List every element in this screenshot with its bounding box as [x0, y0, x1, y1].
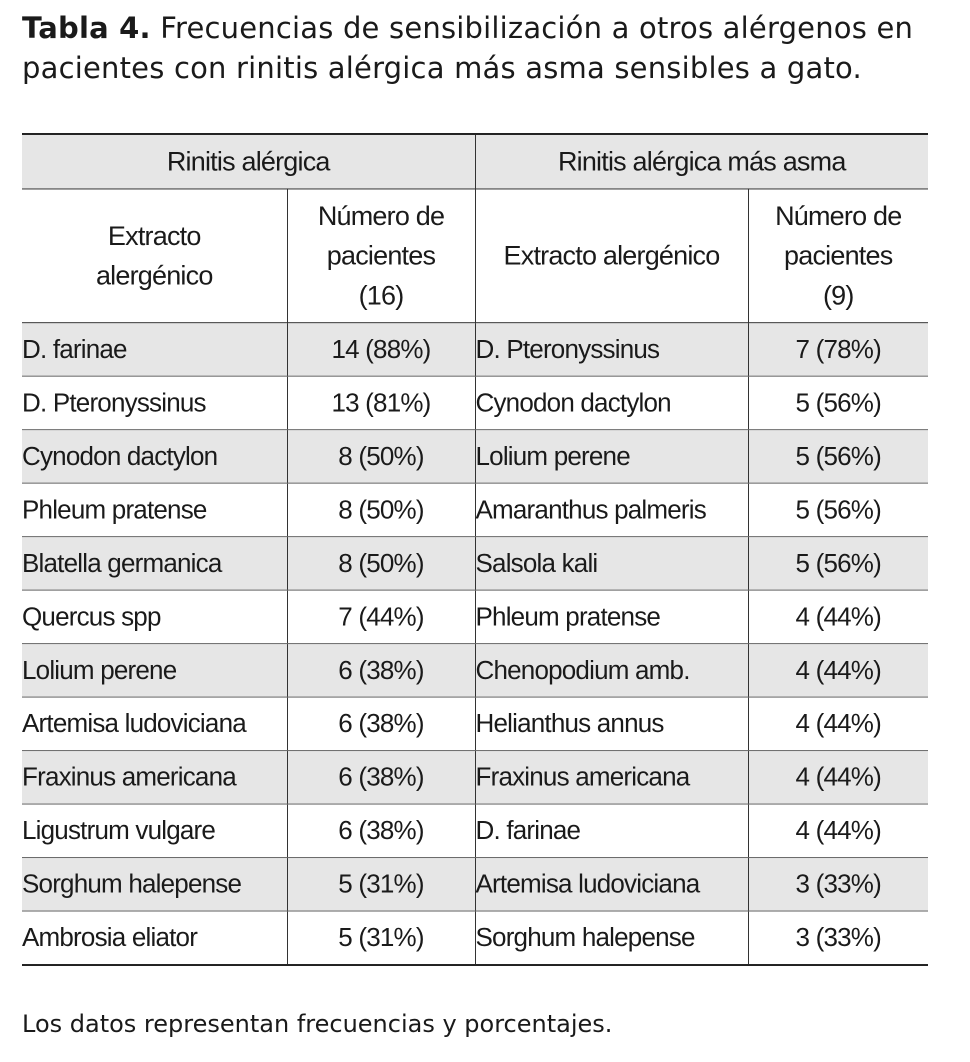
group-header-rinitis-asma: Rinitis alérgica más asma [475, 134, 928, 189]
allergen-name-cell: Artemisa ludoviciana [475, 858, 748, 911]
patient-count-cell: 4 (44%) [748, 590, 928, 643]
allergen-name-cell: Helianthus annus [475, 697, 748, 750]
patient-count-cell: 13 (81%) [287, 376, 475, 429]
allergen-name-cell: Phleum pratense [475, 590, 748, 643]
column-header: Número de pacientes (16) [287, 189, 475, 323]
patient-count-cell: 3 (33%) [748, 911, 928, 965]
column-header: Extracto alergénico [22, 189, 287, 323]
patient-count-cell: 7 (44%) [287, 590, 475, 643]
group-header-rinitis: Rinitis alérgica [22, 134, 475, 189]
allergen-name-cell: Salsola kali [475, 537, 748, 590]
patient-count-cell: 4 (44%) [748, 804, 928, 857]
patient-count-cell: 4 (44%) [748, 644, 928, 697]
allergen-name-cell: Sorghum halepense [22, 858, 287, 911]
patient-count-cell: 5 (31%) [287, 858, 475, 911]
table-caption-text: Frecuencias de sensibilización a otros alérgenos en pacientes con rinitis alérgica más asma sensibles a gato. [22, 11, 914, 85]
group-header-row [22, 134, 928, 189]
patient-count-cell: 8 (50%) [287, 483, 475, 536]
table-row [22, 804, 928, 857]
allergen-name-cell: Cynodon dactylon [475, 376, 748, 429]
patient-count-cell: 8 (50%) [287, 430, 475, 483]
column-header: Número de pacientes (9) [748, 189, 928, 323]
allergen-name-cell: Fraxinus americana [475, 751, 748, 804]
patient-count-cell: 5 (56%) [748, 537, 928, 590]
patient-count-cell: 6 (38%) [287, 804, 475, 857]
table-row [22, 323, 928, 376]
allergen-name-cell: Fraxinus americana [22, 751, 287, 804]
table-row [22, 751, 928, 804]
patient-count-cell: 5 (56%) [748, 376, 928, 429]
allergen-name-cell: Artemisa ludoviciana [22, 697, 287, 750]
table-row [22, 430, 928, 483]
allergen-name-cell: D. farinae [22, 323, 287, 376]
allergen-name-cell: Cynodon dactylon [22, 430, 287, 483]
table-row [22, 697, 928, 750]
allergen-name-cell: Ambrosia eliator [22, 911, 287, 965]
patient-count-cell: 4 (44%) [748, 751, 928, 804]
patient-count-cell: 6 (38%) [287, 644, 475, 697]
allergen-name-cell: D. Pteronyssinus [475, 323, 748, 376]
allergen-name-cell: D. farinae [475, 804, 748, 857]
allergen-name-cell: Sorghum halepense [475, 911, 748, 965]
patient-count-cell: 8 (50%) [287, 537, 475, 590]
patient-count-cell: 5 (56%) [748, 483, 928, 536]
table-label: Tabla 4. [22, 11, 151, 45]
allergen-name-cell: Amaranthus palmeris [475, 483, 748, 536]
table-body [22, 323, 928, 965]
allergen-name-cell: Lolium perene [475, 430, 748, 483]
patient-count-cell: 6 (38%) [287, 751, 475, 804]
table-footnote: Los datos representan frecuencias y porcentajes. [22, 1010, 613, 1038]
allergen-name-cell: Chenopodium amb. [475, 644, 748, 697]
patient-count-cell: 7 (78%) [748, 323, 928, 376]
column-header-row [22, 189, 928, 323]
patient-count-cell: 3 (33%) [748, 858, 928, 911]
patient-count-cell: 5 (56%) [748, 430, 928, 483]
column-header: Extracto alergénico [475, 189, 748, 323]
allergen-name-cell: Blatella germanica [22, 537, 287, 590]
allergen-name-cell: Phleum pratense [22, 483, 287, 536]
table-caption [22, 8, 942, 88]
table-row [22, 644, 928, 697]
allergen-name-cell: D. Pteronyssinus [22, 376, 287, 429]
allergen-name-cell: Lolium perene [22, 644, 287, 697]
patient-count-cell: 6 (38%) [287, 697, 475, 750]
table-row [22, 590, 928, 643]
sensitization-table [22, 133, 928, 966]
table-row [22, 537, 928, 590]
patient-count-cell: 4 (44%) [748, 697, 928, 750]
table-row [22, 376, 928, 429]
patient-count-cell: 14 (88%) [287, 323, 475, 376]
allergen-name-cell: Quercus spp [22, 590, 287, 643]
table-row [22, 483, 928, 536]
table-row [22, 911, 928, 965]
allergen-name-cell: Ligustrum vulgare [22, 804, 287, 857]
patient-count-cell: 5 (31%) [287, 911, 475, 965]
table-row [22, 858, 928, 911]
